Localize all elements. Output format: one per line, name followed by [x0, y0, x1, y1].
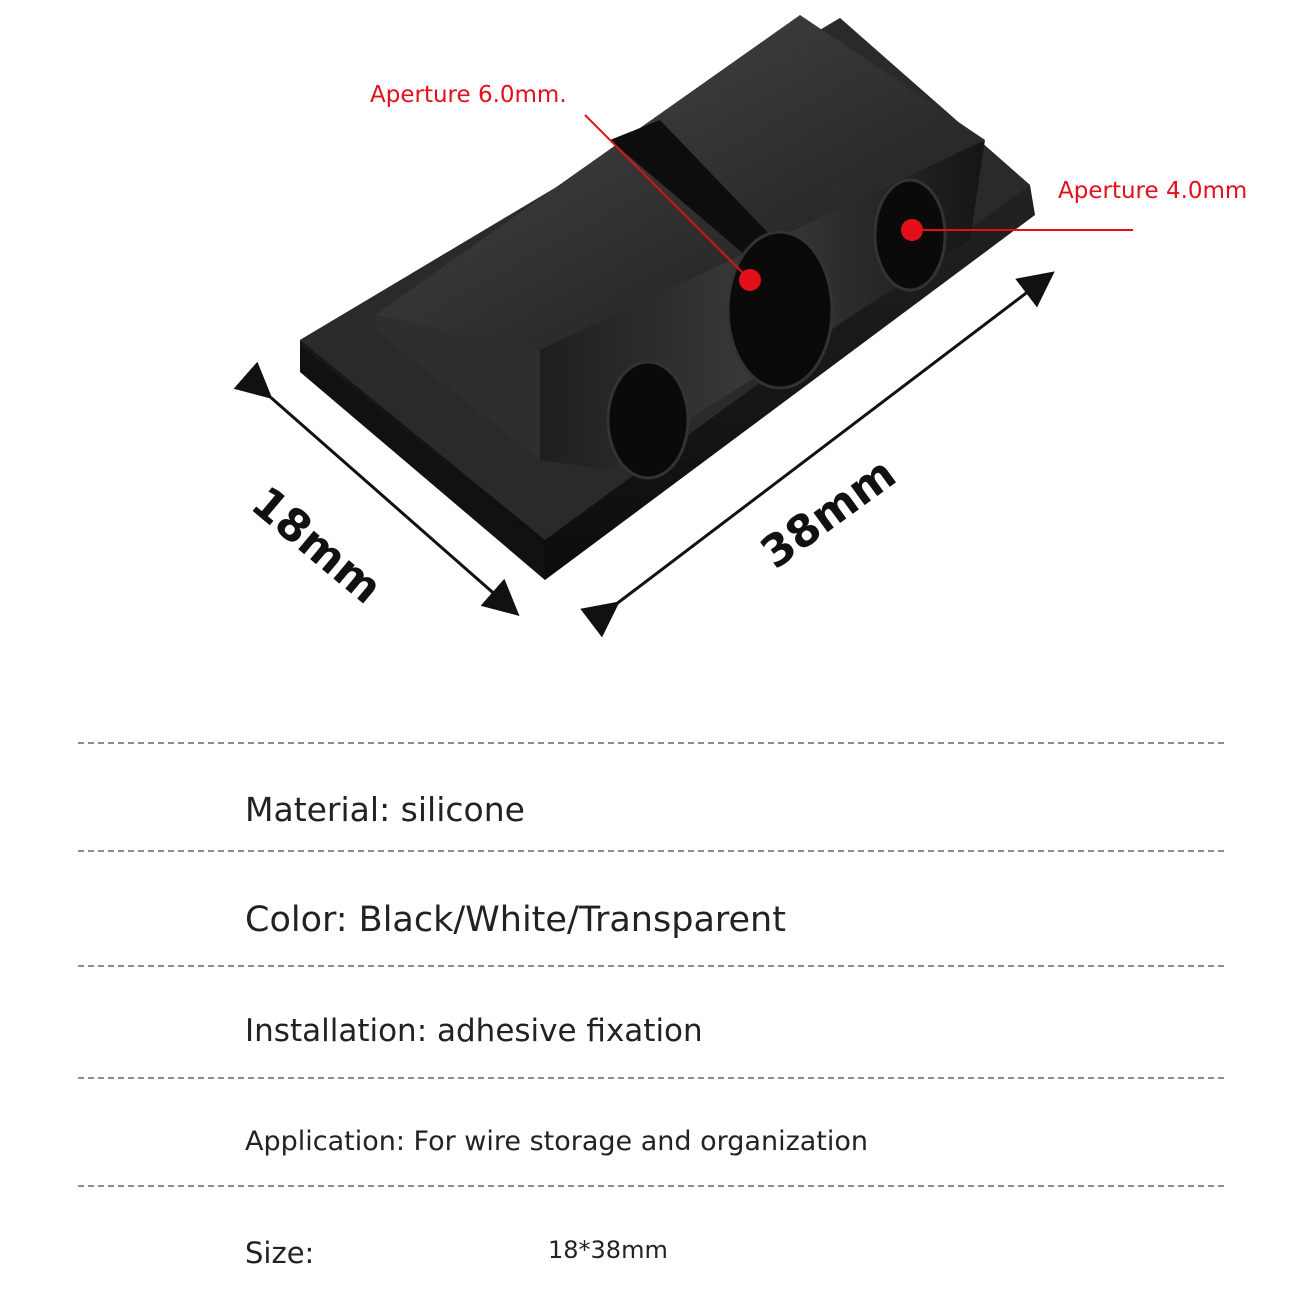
callout-dot-large	[739, 269, 761, 291]
callout-dot-small	[901, 219, 923, 241]
divider	[78, 850, 1224, 852]
spec-material: Material: silicone	[245, 790, 525, 829]
spec-color: Color: Black/White/Transparent	[245, 900, 786, 940]
spec-application: Application: For wire storage and organization	[245, 1126, 869, 1157]
width-dimension-label: 18mm	[241, 476, 392, 615]
divider	[78, 1185, 1224, 1187]
spec-size-value: 18*38mm	[548, 1236, 668, 1264]
divider	[78, 965, 1224, 967]
large-aperture-hole	[728, 232, 832, 388]
length-dimension-label: 38mm	[751, 447, 906, 580]
spec-size-label: Size:	[245, 1236, 315, 1270]
spec-installation: Installation: adhesive fixation	[245, 1013, 703, 1049]
divider	[78, 742, 1224, 744]
aperture-small-label: Aperture 4.0mm	[1058, 178, 1248, 204]
aperture-large-label: Aperture 6.0mm.	[370, 82, 567, 108]
side-aperture-hole	[608, 362, 688, 478]
divider	[78, 1077, 1224, 1079]
cable-clip-illustration	[0, 0, 1300, 640]
